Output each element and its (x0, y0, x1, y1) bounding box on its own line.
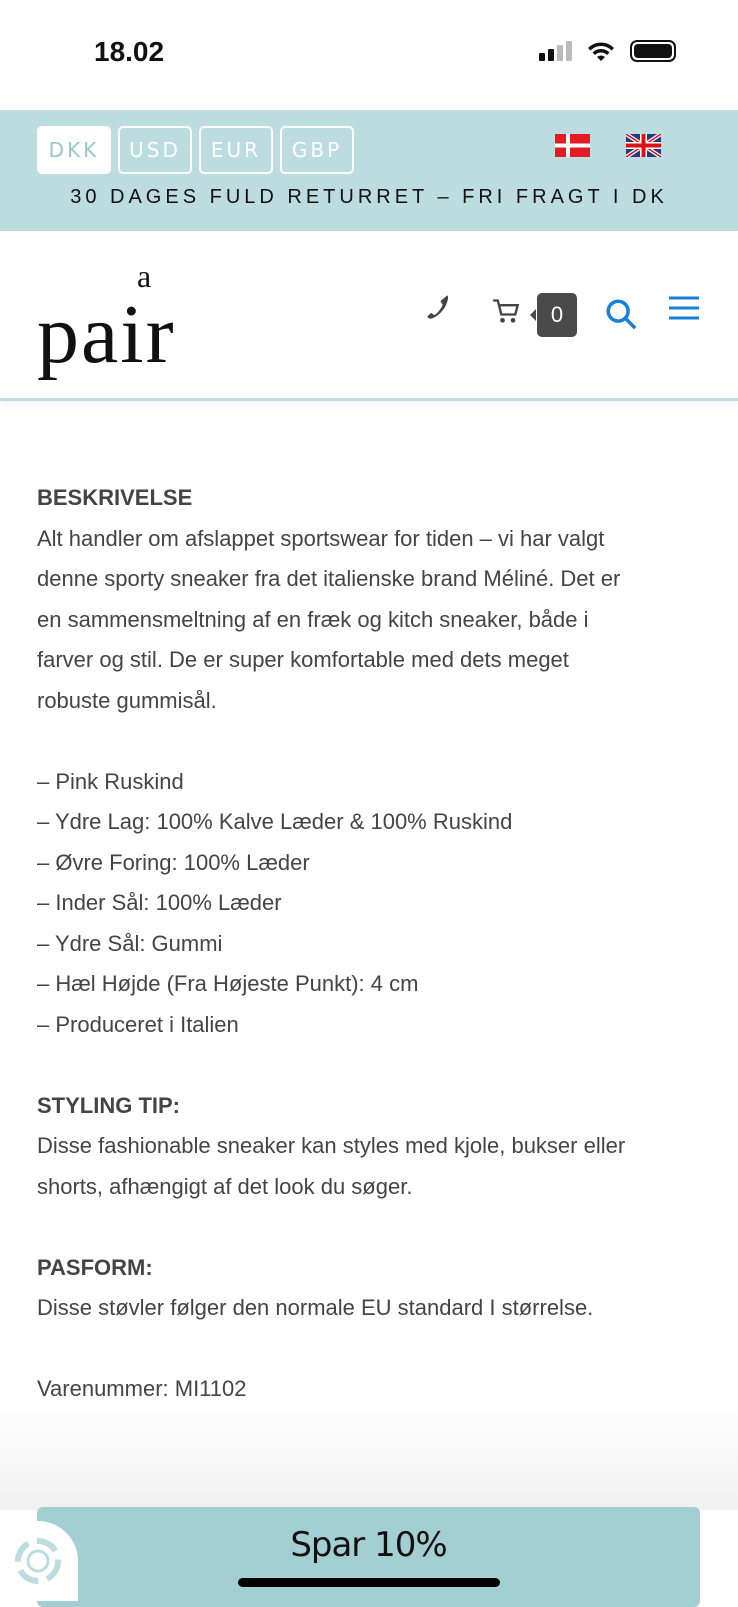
fade-overlay (0, 1395, 738, 1510)
logo-small-text: a (137, 258, 152, 294)
description-line: denne sporty sneaker fra det italienske brand Méliné. Det er (37, 566, 621, 591)
search-icon[interactable] (604, 297, 638, 331)
logo-main-text: pair (37, 288, 176, 381)
currency-gbp[interactable]: GBP (280, 126, 354, 174)
cart-count-badge[interactable]: 0 (537, 293, 577, 337)
currency-dkk[interactable]: DKK (37, 126, 111, 174)
logo[interactable] (37, 258, 207, 381)
spec-item: – Hæl Højde (Fra Højeste Punkt): 4 cm (37, 971, 419, 996)
product-description (37, 478, 727, 1410)
promo-text: 30 DAGES FULD RETURRET – FRI FRAGT I DK (70, 186, 668, 208)
wifi-icon (586, 40, 616, 62)
description-line: Alt handler om afslappet sportswear for tiden – vi har valgt (37, 525, 605, 551)
home-indicator (238, 1578, 500, 1587)
signal-icon (539, 41, 572, 61)
top-bar (0, 110, 738, 231)
currency-eur[interactable]: EUR (199, 126, 273, 174)
sku-text: Varenummer: MI1102 (37, 1376, 247, 1401)
spec-item: – Øvre Foring: 100% Læder (37, 849, 310, 875)
clock: 18.02 (94, 36, 165, 67)
recycle-widget[interactable] (0, 1521, 78, 1601)
save-button-label: Spar 10% (290, 1525, 447, 1565)
battery-icon (630, 40, 676, 62)
site-header (0, 231, 738, 401)
spec-item: – Ydre Sål: Gummi (37, 930, 223, 956)
phone-icon[interactable] (424, 293, 452, 321)
description-line: robuste gummisål. (37, 687, 217, 713)
styling-heading: STYLING TIP: (37, 1092, 180, 1118)
uk-flag-icon[interactable] (626, 134, 661, 157)
status-bar (0, 0, 738, 110)
save-10-button[interactable] (37, 1507, 700, 1607)
recycle-icon (8, 1531, 68, 1591)
spec-item: – Produceret i Italien (37, 1011, 239, 1037)
spec-item: – Pink Ruskind (37, 768, 184, 794)
fit-heading: PASFORM: (37, 1254, 153, 1280)
spec-item: – Ydre Lag: 100% Kalve Læder & 100% Ruskind (37, 809, 513, 834)
danish-flag-icon[interactable] (555, 134, 590, 157)
currency-usd[interactable]: USD (118, 126, 192, 174)
description-line: farver og stil. De er super komfortable med dets meget (37, 647, 569, 672)
currency-switcher (37, 126, 354, 174)
spec-item: – Inder Sål: 100% Læder (37, 890, 282, 915)
description-heading: BESKRIVELSE (37, 485, 193, 510)
cart-icon[interactable] (492, 297, 520, 325)
styling-line: Disse fashionable sneaker kan styles med kjole, bukser eller (37, 1133, 626, 1158)
menu-icon[interactable] (668, 295, 700, 321)
description-line: en sammensmeltning af en fræk og kitch sneaker, både i (37, 606, 589, 632)
fit-text: Disse støvler følger den normale EU standard I størrelse. (37, 1295, 594, 1320)
styling-line: shorts, afhængigt af det look du søger. (37, 1173, 413, 1199)
